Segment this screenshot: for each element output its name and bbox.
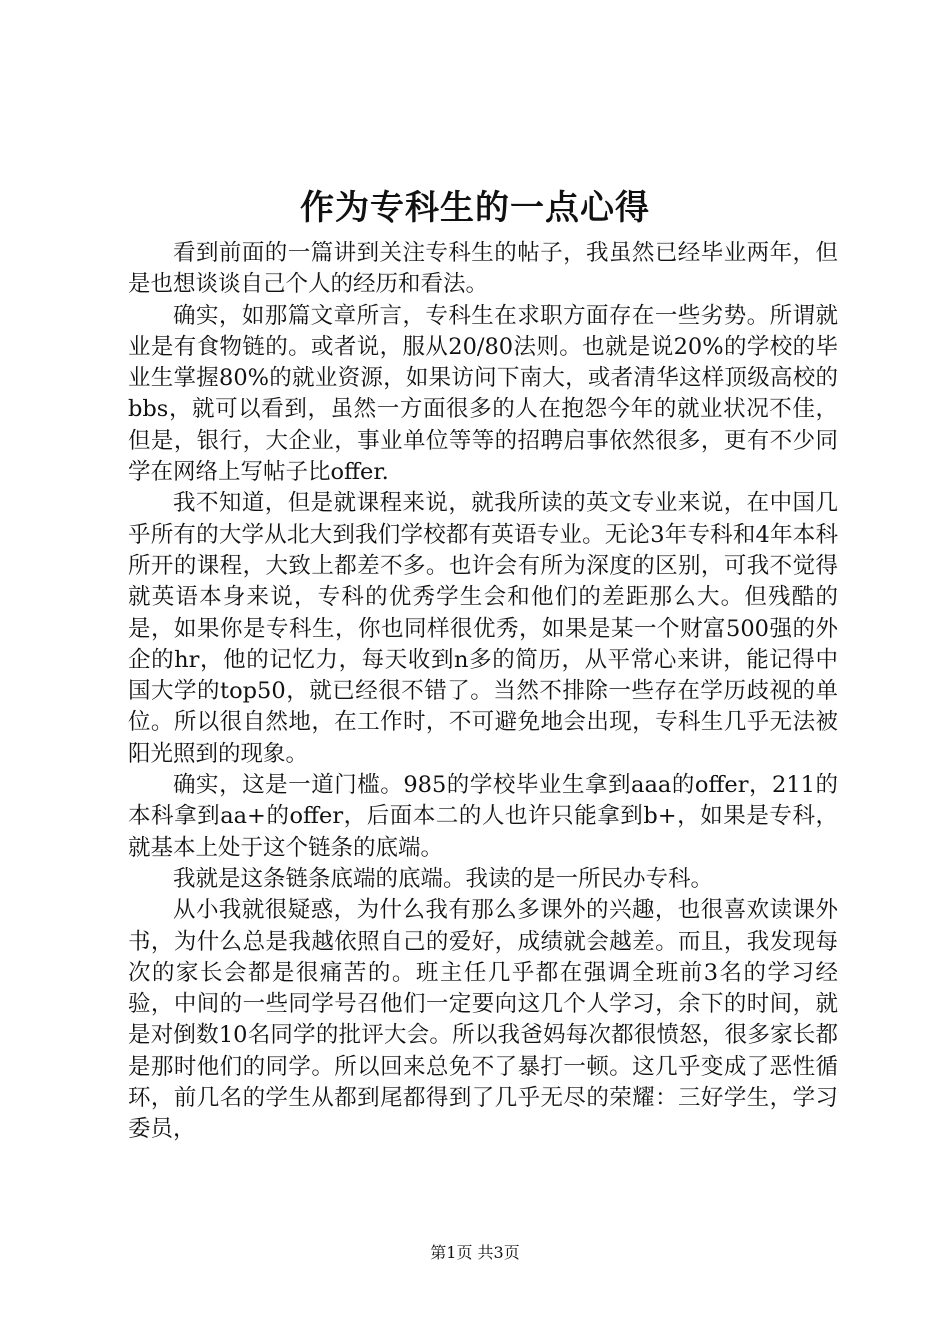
page-number-footer: 第1页 共3页 [430, 1243, 520, 1262]
document-title: 作为专科生的一点心得 [300, 188, 650, 228]
paragraph: 确实，如那篇文章所言，专科生在求职方面存在一些劣势。所谓就业是有食物链的。或者说，服从20/80法则。也就是说20%的学校的毕业生掌握80%的就业资源，如果访问下南大，或者清华这样顶级高校的bbs，就可以看到，虽然一方面很多的人在抱怨今年的就业状况不佳，但是，银行，大企业，事业单位等等的招聘启事依然很多，更有不少同学在网络上写帖子比offer. [128, 302, 838, 486]
paragraph: 看到前面的一篇讲到关注专科生的帖子，我虽然已经毕业两年，但是也想谈谈自己个人的经历和看法。 [128, 240, 838, 298]
document-body [128, 238, 838, 1146]
paragraph: 从小我就很疑惑，为什么我有那么多课外的兴趣，也很喜欢读课外书，为什么总是我越依照自己的爱好，成绩就会越差。而且，我发现每次的家长会都是很痛苦的。班主任几乎都在强调全班前3名的学习经验，中间的一些同学号召他们一定要向这几个人学习，余下的时间，就是对倒数10名同学的批评大会。所以我爸妈每次都很愤怒，很多家长都是那时他们的同学。所以回来总免不了暴打一顿。这几乎变成了恶性循环，前几名的学生从都到尾都得到了几乎无尽的荣耀：三好学生，学习委员， [128, 897, 838, 1143]
paragraph: 确实，这是一道门槛。985的学校毕业生拿到aaa的offer，211的本科拿到aa+的offer，后面本二的人也许只能拿到b+，如果是专科，就基本上处于这个链条的底端。 [128, 772, 838, 861]
paragraph: 我就是这条链条底端的底端。我读的是一所民办专科。 [173, 865, 714, 892]
paragraph: 我不知道，但是就课程来说，就我所读的英文专业来说，在中国几乎所有的大学从北大到我们学校都有英语专业。无论3年专科和4年本科所开的课程，大致上都差不多。也许会有所为深度的区别，可我不觉得就英语本身来说，专科的优秀学生会和他们的差距那么大。但残酷的是，如果你是专科生，你也同样很优秀，如果是某一个财富500强的外企的hr，他的记忆力，每天收到n多的简历，从平常心来讲，能记得中国大学的top50，就已经很不错了。当然不排除一些存在学历歧视的单位。所以很自然地，在工作时，不可避免地会出现，专科生几乎无法被阳光照到的现象。 [128, 490, 838, 767]
